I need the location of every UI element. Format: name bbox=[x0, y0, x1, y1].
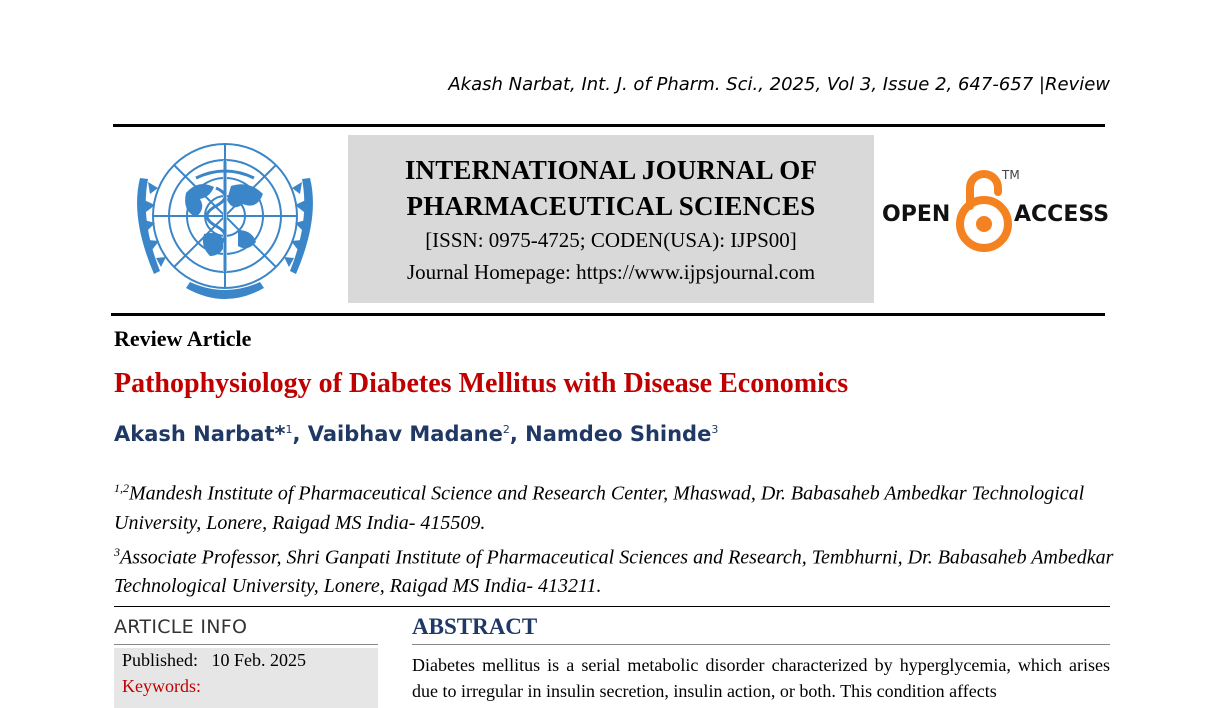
article-type: Review Article bbox=[114, 326, 252, 351]
un-emblem-logo bbox=[126, 138, 324, 306]
published-label: Published: bbox=[122, 650, 199, 670]
affiliation-marker: 1,2 bbox=[114, 481, 129, 495]
author-list: Akash Narbat*$^1$, Vaibhav Madane$^2$, Namdeo Shinde$^3$ bbox=[114, 422, 719, 446]
affiliation-item bbox=[114, 538, 1114, 602]
published-line bbox=[122, 650, 306, 671]
section-divider bbox=[114, 606, 1110, 607]
trademark-mark: TM bbox=[1002, 168, 1020, 182]
author-affil-marker: 1 bbox=[285, 423, 293, 436]
affiliations bbox=[114, 474, 1114, 601]
journal-title-line2: PHARMACEUTICAL SCIENCES bbox=[406, 191, 816, 221]
journal-masthead bbox=[348, 135, 874, 303]
open-access-logo bbox=[880, 162, 1110, 254]
article-title: Pathophysiology of Diabetes Mellitus with Disease Economics bbox=[114, 368, 849, 399]
article-info-label: ARTICLE INFO bbox=[114, 616, 248, 638]
keywords-label: Keywords: bbox=[122, 676, 201, 696]
journal-title-line1: INTERNATIONAL JOURNAL OF bbox=[404, 155, 818, 185]
author-name[interactable]: Namdeo Shinde bbox=[525, 422, 712, 446]
affiliation-text: Mandesh Institute of Pharmaceutical Science and Research Center, Mhaswad, Dr. Babasaheb Ambedkar Technological University, Lonere, Raigad MS India- 415509. bbox=[114, 482, 1085, 534]
author-affil-marker: 3 bbox=[711, 423, 719, 436]
abstract-text: Diabetes mellitus is a serial metabolic disorder characterized by hyperglycemia, which arises due to irregular in insulin secretion, insulin action, or both. This condition affects bbox=[412, 655, 1110, 701]
open-word: OPEN bbox=[882, 202, 951, 227]
running-head: Akash Narbat, Int. J. of Pharm. Sci., 2025, Vol 3, Issue 2, 647-657 |Review bbox=[448, 74, 1110, 95]
author-name[interactable]: Vaibhav Madane bbox=[307, 422, 503, 446]
author-affil-marker: 2 bbox=[502, 423, 510, 436]
journal-homepage[interactable]: Journal Homepage: https://www.ijpsjournal.com bbox=[406, 260, 816, 284]
affiliation-text: Associate Professor, Shri Ganpati Institute of Pharmaceutical Sciences and Research, Tembhurni, Dr. Babasaheb Ambedkar Technological University, Lonere, Raigad MS India- 413211. bbox=[114, 546, 1114, 598]
header-bottom-rule bbox=[111, 313, 1105, 316]
journal-issn: [ISSN: 0975-4725; CODEN(USA): IJPS00] bbox=[425, 228, 797, 252]
abstract-rule bbox=[412, 644, 1110, 645]
abstract-heading: ABSTRACT bbox=[412, 614, 538, 639]
article-info-rule bbox=[114, 644, 378, 645]
header-top-rule bbox=[113, 124, 1105, 127]
affiliation-item bbox=[114, 474, 1114, 538]
published-date: 10 Feb. 2025 bbox=[211, 650, 307, 670]
access-word: ACCESS bbox=[1014, 202, 1110, 227]
author-name[interactable]: Akash Narbat* bbox=[114, 422, 286, 446]
article-info-box bbox=[114, 648, 378, 708]
affiliation-marker: 3 bbox=[114, 544, 120, 559]
